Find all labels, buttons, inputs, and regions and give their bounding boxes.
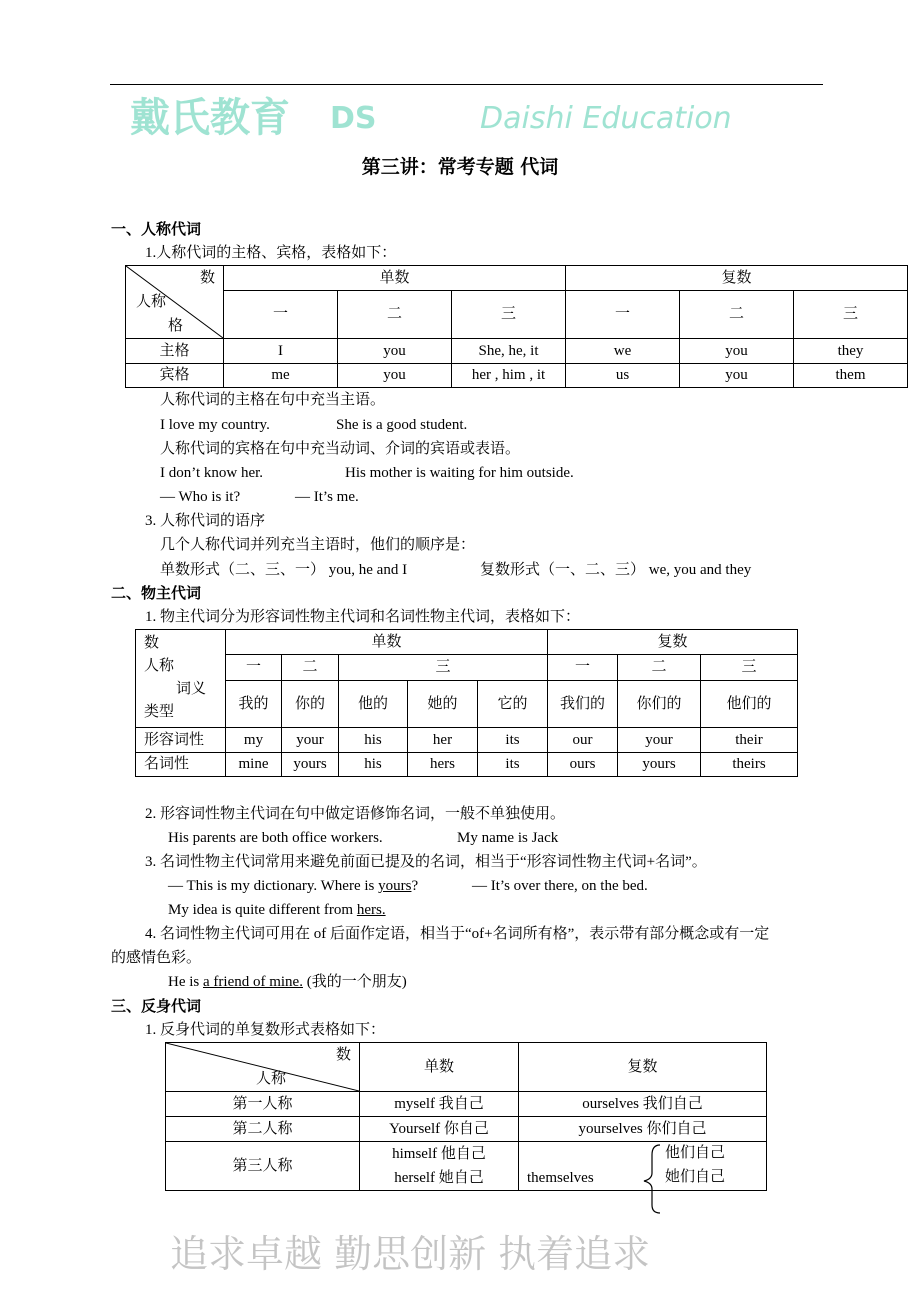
underlined-text: hers. xyxy=(356,902,386,918)
text: ? xyxy=(411,878,419,894)
cell: his xyxy=(339,728,408,753)
text: — This is my dictionary. Where is xyxy=(168,878,379,894)
row-label: 名词性 xyxy=(136,753,226,777)
cell: my xyxy=(226,728,282,753)
meaning-cell: 他的 xyxy=(339,681,408,728)
cell: ourselves 我们自己 xyxy=(519,1092,767,1117)
cell: yours xyxy=(282,753,339,777)
example: My name is Jack xyxy=(457,830,559,846)
cell: its xyxy=(478,728,548,753)
label: 人称 xyxy=(144,658,175,674)
example: — Who is it? xyxy=(160,489,241,505)
table-row xyxy=(126,364,908,388)
cell: our xyxy=(548,728,618,753)
example: I love my country. xyxy=(160,417,270,433)
row-label: 宾格 xyxy=(126,364,224,388)
example xyxy=(168,973,407,991)
cell: them xyxy=(794,364,908,388)
header-cell: 三 xyxy=(339,655,548,681)
row-label: 形容词性 xyxy=(136,728,226,753)
example: His parents are both office workers. xyxy=(168,830,383,846)
cell: its xyxy=(478,753,548,777)
example: — It’s me. xyxy=(295,489,359,505)
cell: your xyxy=(282,728,339,753)
paragraph: 人称代词的主格在句中充当主语。 xyxy=(160,392,386,408)
possessive-pronoun-table xyxy=(135,629,798,777)
underlined-text: a friend of mine. xyxy=(203,974,303,990)
header-cell: 一 xyxy=(548,655,618,681)
watermark-motto: 追求卓越 勤思创新 执着追求 xyxy=(170,1232,651,1276)
corner-cell xyxy=(136,630,226,728)
reflexive-pronoun-table xyxy=(165,1042,767,1191)
cell: She, he, it xyxy=(452,339,566,364)
cell: theirs xyxy=(701,753,798,777)
label: 类型 xyxy=(144,704,175,720)
meaning-cell: 他们的 xyxy=(701,681,798,728)
cell: I xyxy=(224,339,338,364)
paragraph: 3. 人称代词的语序 xyxy=(145,513,266,529)
section-heading: 三、反身代词 xyxy=(111,997,202,1015)
label: 格 xyxy=(168,318,184,334)
cell: his xyxy=(339,753,408,777)
text: herself 她自己 xyxy=(394,1170,484,1186)
paragraph: 1. 物主代词分为形容词性物主代词和名词性物主代词，表格如下： xyxy=(145,609,581,625)
cell: ours xyxy=(548,753,618,777)
paragraph: 复数形式（一、二、三） we, you and they xyxy=(480,562,752,578)
meaning-cell: 我的 xyxy=(226,681,282,728)
example: She is a good student. xyxy=(336,417,468,433)
header-cell: 二 xyxy=(338,291,452,339)
paragraph: 1.人称代词的主格、宾格，表格如下： xyxy=(145,245,397,261)
watermark-cn: 戴氏教育 xyxy=(130,95,290,141)
header-cell: 一 xyxy=(566,291,680,339)
row-label: 第一人称 xyxy=(166,1092,360,1117)
meaning-cell: 我们的 xyxy=(548,681,618,728)
meaning-cell: 她的 xyxy=(408,681,478,728)
section-heading: 一、人称代词 xyxy=(111,220,202,238)
example: — It’s over there, on the bed. xyxy=(472,878,648,894)
paragraph: 3. 名词性物主代词常用来避免前面已提及的名词，相当于“形容词性物主代词+名词”。 xyxy=(145,854,707,870)
paragraph: 2. 形容词性物主代词在句中做定语修饰名词，一般不单独使用。 xyxy=(145,806,566,822)
label: 数 xyxy=(199,270,215,286)
header-cell: 一 xyxy=(224,291,338,339)
example: I don’t know her. xyxy=(160,465,264,481)
example: His mother is waiting for him outside. xyxy=(345,465,574,481)
paragraph: 的感情色彩。 xyxy=(111,950,202,966)
text: themselves xyxy=(527,1170,594,1186)
header-rule xyxy=(110,84,823,85)
cell: us xyxy=(566,364,680,388)
corner-cell xyxy=(166,1043,360,1092)
row-label: 第二人称 xyxy=(166,1117,360,1142)
header-cell: 单数 xyxy=(224,266,566,291)
table-row xyxy=(166,1092,767,1117)
label: 人称 xyxy=(256,1071,287,1087)
cell: her , him , it xyxy=(452,364,566,388)
cell: you xyxy=(338,339,452,364)
header-cell: 单数 xyxy=(360,1043,519,1092)
cell: hers xyxy=(408,753,478,777)
meaning-cell: 你的 xyxy=(282,681,339,728)
meaning-cell: 它的 xyxy=(478,681,548,728)
row-label: 第三人称 xyxy=(166,1142,360,1191)
header-cell: 复数 xyxy=(566,266,908,291)
paragraph: 1. 反身代词的单复数形式表格如下： xyxy=(145,1022,386,1038)
label: 数 xyxy=(335,1047,351,1063)
personal-pronoun-table xyxy=(125,265,908,388)
paragraph: 几个人称代词并列充当主语时，他们的顺序是： xyxy=(160,537,476,553)
header-cell: 单数 xyxy=(226,630,548,655)
cell: their xyxy=(701,728,798,753)
cell: mine xyxy=(226,753,282,777)
table-row xyxy=(126,339,908,364)
paragraph: 人称代词的宾格在句中充当动词、介词的宾语或表语。 xyxy=(160,441,521,457)
paragraph: 4. 名词性物主代词可用在 of 后面作定语，相当于“of+名词所有格”，表示带有部分概念或有一定 xyxy=(145,926,770,942)
example xyxy=(168,901,386,919)
text: 他们自己 xyxy=(665,1145,726,1161)
header-cell: 三 xyxy=(794,291,908,339)
paragraph: 单数形式（二、三、一） you, he and I xyxy=(160,562,408,578)
cell: yours xyxy=(618,753,701,777)
label: 数 xyxy=(144,635,160,651)
header-cell: 复数 xyxy=(548,630,798,655)
header-cell: 一 xyxy=(226,655,282,681)
text: himself 他自己 xyxy=(392,1146,486,1162)
row-label: 主格 xyxy=(126,339,224,364)
watermark-en: Daishi Education xyxy=(480,101,732,136)
table-row xyxy=(166,1117,767,1142)
header-cell: 二 xyxy=(680,291,794,339)
cell: myself 我自己 xyxy=(360,1092,519,1117)
watermark-logo: DS xyxy=(330,101,377,136)
cell: yourselves 你们自己 xyxy=(519,1117,767,1142)
text: My idea is quite different from xyxy=(168,902,357,918)
corner-cell xyxy=(126,266,224,339)
header-cell: 二 xyxy=(282,655,339,681)
cell: Yourself 你自己 xyxy=(360,1117,519,1142)
header-cell: 复数 xyxy=(519,1043,767,1092)
brace-icon xyxy=(640,1143,664,1215)
label: 人称 xyxy=(136,294,167,310)
text: 她们自己 xyxy=(665,1169,726,1185)
meaning-cell: 你们的 xyxy=(618,681,701,728)
text: (我的一个朋友) xyxy=(302,974,407,990)
table-row xyxy=(166,1142,767,1191)
table-row xyxy=(136,728,798,753)
section-heading: 二、物主代词 xyxy=(111,584,202,602)
underlined-text: yours xyxy=(378,878,412,894)
page-title: 第三讲：常考专题 代词 xyxy=(361,156,559,178)
cell: you xyxy=(338,364,452,388)
cell: you xyxy=(680,364,794,388)
label: 词义 xyxy=(176,681,207,697)
example xyxy=(168,877,418,895)
header-cell: 二 xyxy=(618,655,701,681)
cell: me xyxy=(224,364,338,388)
text: He is xyxy=(168,974,203,990)
header-cell: 三 xyxy=(452,291,566,339)
cell: your xyxy=(618,728,701,753)
header-cell: 三 xyxy=(701,655,798,681)
cell: you xyxy=(680,339,794,364)
cell: her xyxy=(408,728,478,753)
table-row xyxy=(136,753,798,777)
cell: we xyxy=(566,339,680,364)
cell xyxy=(360,1142,519,1191)
cell: they xyxy=(794,339,908,364)
